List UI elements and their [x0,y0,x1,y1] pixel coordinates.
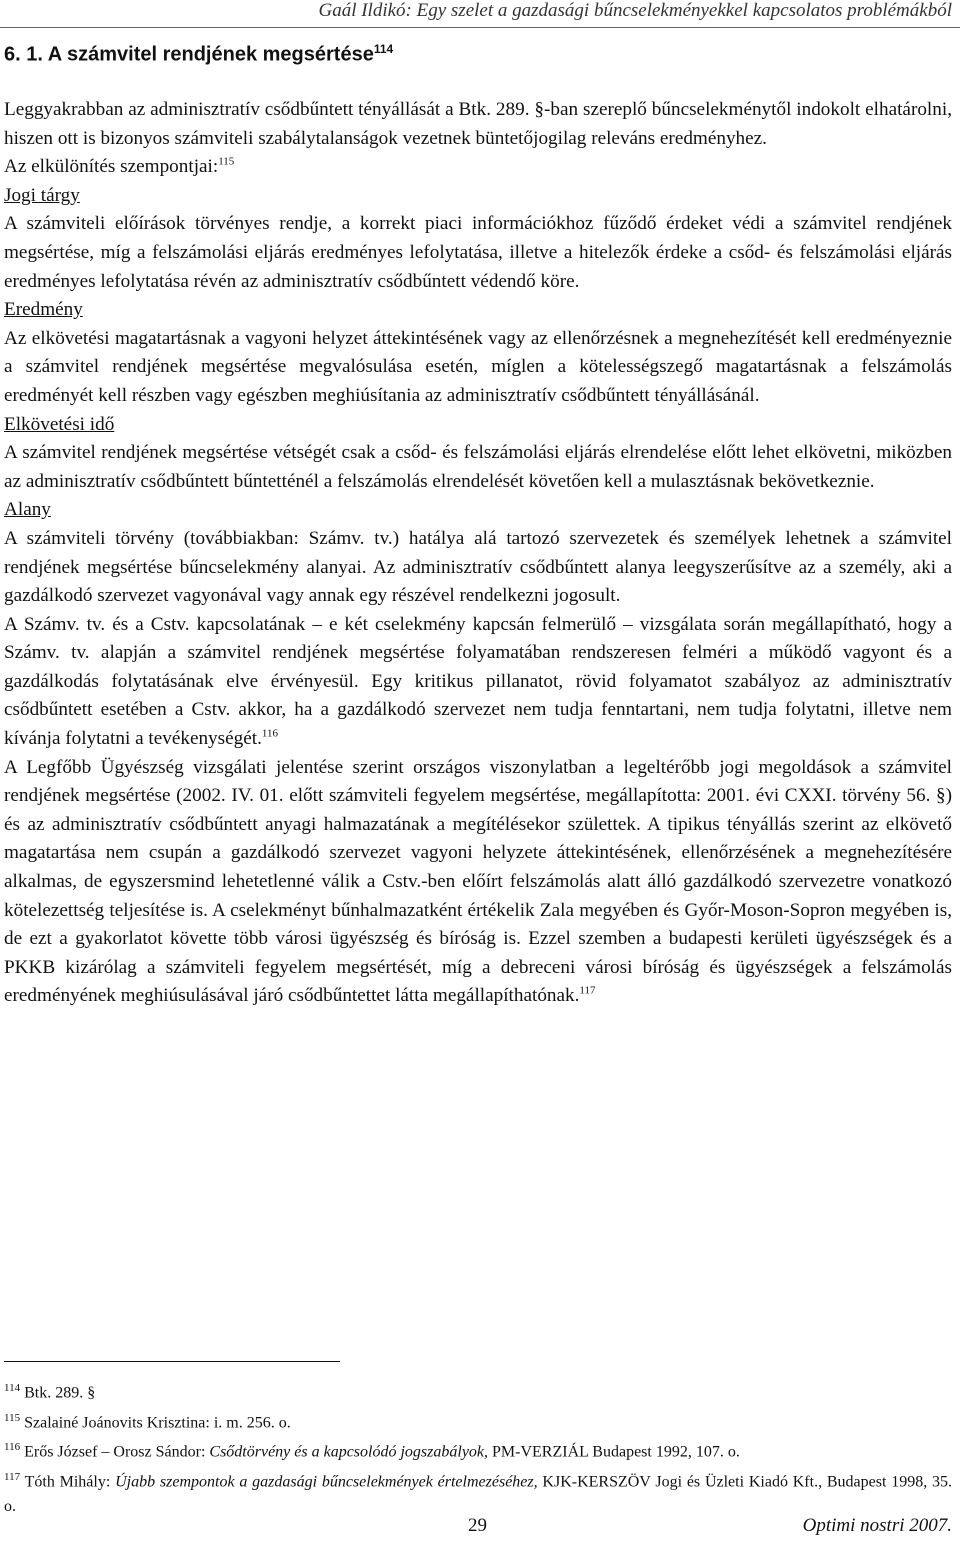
footnote-book-title: Csődtörvény és a kapcsolódó jogszabályok, [209,1443,489,1461]
section-title-text: 6. 1. A számvitel rendjének megsértése [4,43,374,66]
footnote-author: Tóth Mihály: [24,1473,116,1491]
paragraph [4,153,952,182]
paragraph: A számviteli törvény (továbbiakban: Számv. tv.) hatálya alá tartozó szervezetek és személyek lehetnek a számvitel rendjének megsértése bűncselekmény alanyai. Az adminisztratív csődbűntett alanya leegyszerűsítve az a személy, aki a gazdálkodó szervezet vagyonával vagy annak egy részével rendelkezni jogosult. [4,527,952,607]
header-title: Egy szelet a gazdasági bűncselekményekkel kapcsolatos problémákból [416,0,952,21]
footnote-separator [4,1361,340,1362]
footnote-ref-114[interactable]: 114 [373,42,394,56]
footnote-book-title: Újabb szempontok a gazdasági bűncselekmények értelmezéséhez, [115,1473,538,1491]
paragraph: A számvitel rendjének megsértése vétségét csak a csőd- és felszámolási eljárás elrendelése előtt lehet elkövetni, miközben az adminisztratív csődbűntett bűntetténél a felszámolás elrendelését követően kell a mulasztásnak bekövetkeznie. [4,442,952,492]
page-number: 29 [468,1515,487,1536]
footnote-number: 114 [4,1382,21,1394]
footnote-text: Btk. 289. § [24,1384,96,1402]
footnote-ref-117[interactable]: 117 [579,985,596,998]
body-text [4,96,952,1011]
running-header [318,0,952,22]
subheading-alany: Alany [4,499,51,521]
footnote-author: Erős József – Orosz Sándor: [24,1443,210,1461]
footnote-115 [4,1406,952,1436]
footnote-117 [4,1465,952,1519]
paragraph: A számviteli előírások törvényes rendje, a korrekt piaci információkhoz fűződő érdeket védi a számvitel rendjének megsértése, míg a felszámolási eljárás eredményes lefolytatása, illetve a hitelezők érdeke a csőd- és felszámolási eljárás eredményes lefolytatása révén az adminisztratív csődbűntett védendő köre. [4,213,952,292]
header-rule [0,27,960,28]
subheading-elkovetesi-ido: Elkövetési idő [4,413,115,435]
paragraph-text: Az elkülönítés szempontjai: [4,156,219,178]
footnote-number: 117 [4,1471,21,1484]
footnote-ref-115[interactable]: 115 [218,155,235,168]
paragraph [4,611,952,754]
footnote-number: 115 [4,1411,21,1424]
paragraph: Leggyakrabban az adminisztratív csődbűntett tényállását a Btk. 289. §-ban szereplő bűncselekménytől indokolt elhatárolni, hiszen ott is bizonyos számviteli szabálytalanságok vezetnek büntetőjogilag releváns eredményhez. [4,99,952,149]
paragraph-text: A Legfőbb Ügyészség vizsgálati jelentése szerint országos viszonylatban a legeltérőbb jogi megoldások a számvitel rendjének megsértése (2002. IV. 01. előtt számviteli fegyelem megsértése, megállapította: 2001. évi CXXI. törvény 56. §) és az adminisztratív csődbűntett anyagi halmazatának a megítélésekor születtek. A tipikus tényállás szerint az elkövető magatartása nem csupán a gazdálkodó szervezet vagyoni helyzete áttekintésének, ellenőrzésének a megnehezítésére alkalmas, de egyszersmind lehetetlenné válik a Cstv.-ben előírt felszámolás alatt álló gazdálkodó szervezetre vonatkozó kötelezettség teljesítése is. A cselekményt bűnhalmazatként értékelik Zala megyében és Győr-Moson-Sopron megyében is, de ezt a gyakorlatot követte több városi ügyészség és bíróság is. Ezzel szemben a budapesti kerületi ügyészségek és a PKKB kizárólag a számviteli fegyelem megsértését, míg a debreceni városi bíróság és ügyészségek a felszámolás eredményének meghiúsulásával járó csődbűntettet látta megállapíthatónak. [4,756,952,1007]
footnote-publisher: KJK-KERSZÖV Jogi és Üzleti Kiadó Kft., Budapest 1998, 35. o. [4,1473,952,1515]
footnote-ref-116[interactable]: 116 [261,727,278,740]
footnotes [4,1376,952,1519]
paragraph-text: A Számv. tv. és a Cstv. kapcsolatának – e két cselekmény kapcsán felmerülő – vizsgálata során megállapítható, hogy a Számv. tv. alapján a számvitel rendjének megsértése folyamatában rendszeresen felméri a működő vagyont és a gazdálkodás folytatásának elve érvényesül. Egy kritikus pillanatot, rövid folyamatot szabályoz az adminisztratív csődbűntett esetében a Cstv. akkor, ha a gazdálkodó szervezet nem tudja fenntartani, nem tudja folytatni, illetve nem kívánja folytatni a tevékenységét. [4,613,952,750]
subheading-jogi-targy: Jogi tárgy [4,184,80,206]
footnote-publisher: PM-VERZIÁL Budapest 1992, 107. o. [488,1443,740,1461]
footnote-114 [4,1376,952,1406]
footnote-text: Szalainé Joánovits Krisztina: i. m. 256. o. [24,1414,291,1432]
subheading-eredmeny: Eredmény [4,299,83,321]
journal-name: Optimi nostri 2007. [802,1515,952,1536]
header-author: Gaál Ildikó: [318,0,412,21]
footnote-number: 116 [4,1441,21,1454]
paragraph: Az elkövetési magatartásnak a vagyoni helyzet áttekintésének vagy az ellenőrzésnek a megnehezítését kell eredményeznie a számvitel rendjének megsértése megvalósulása esetén, míglen a kötelességszegő magatartásnak a felszámolás eredményét kell részben vagy egészben meghiúsítania az adminisztratív csődbűntett tényállásánál. [4,327,952,406]
footnote-116 [4,1435,952,1465]
paragraph [4,754,952,1011]
section-title [4,42,393,67]
